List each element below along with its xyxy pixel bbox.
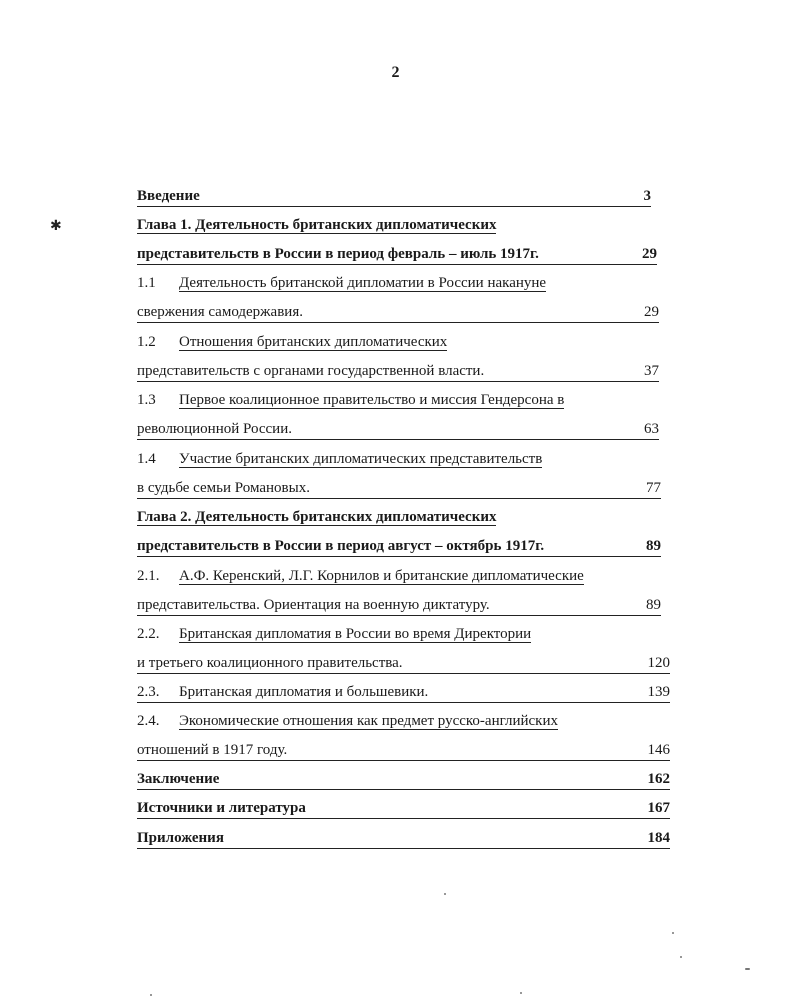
- toc-entry-2-4-line2: [137, 739, 670, 761]
- toc-label: Заключение: [137, 771, 220, 787]
- toc-page: 29: [642, 246, 657, 262]
- toc-page: 139: [647, 684, 670, 700]
- toc-label: Британская дипломатия в России во время Директории: [179, 626, 532, 642]
- toc-entry-2-4-line1: [137, 710, 667, 732]
- toc-label: Участие британских дипломатических представительств: [179, 451, 543, 467]
- toc-label: революционной России.: [137, 421, 292, 437]
- toc-entry-1-4-line1: [137, 448, 657, 470]
- toc-entry-chapter1-line1: [137, 214, 657, 236]
- toc-entry-1-1-line2: [137, 301, 659, 323]
- toc-entry-1-3-line1: [137, 389, 657, 411]
- page-number: 2: [391, 64, 400, 81]
- toc-page: 167: [647, 800, 670, 816]
- toc-label: в судьбе семьи Романовых.: [137, 480, 310, 496]
- toc-number: 1.4: [137, 451, 156, 467]
- scan-speck: [520, 992, 522, 994]
- toc-page: 29: [644, 304, 659, 320]
- toc-page: 89: [646, 538, 661, 554]
- toc-number: 1.1: [137, 275, 156, 291]
- toc-label: Отношения британских дипломатических: [179, 334, 448, 350]
- margin-mark: ✱: [50, 219, 62, 234]
- toc-entry-1-1-line1: [137, 272, 657, 294]
- toc-entry-1-4-line2: [137, 477, 661, 499]
- scan-speck: [150, 994, 152, 996]
- toc-entry-sources: [137, 797, 670, 819]
- toc-entry-chapter2-line2: [137, 535, 661, 557]
- toc-number: 2.3.: [137, 684, 160, 700]
- toc-entry-conclusion: [137, 768, 670, 790]
- scan-speck: [680, 956, 682, 958]
- toc-entry-2-2-line1: [137, 623, 667, 645]
- toc-label: Экономические отношения как предмет русско-английских: [179, 713, 558, 729]
- toc-page: 120: [647, 655, 670, 671]
- toc-entry-1-3-line2: [137, 418, 659, 440]
- toc-entry-appendices: [137, 827, 670, 849]
- toc-entry-1-2-line2: [137, 360, 659, 382]
- toc-label: представительств в России в период август – октябрь 1917г.: [137, 538, 545, 554]
- toc-label: представительств с органами государственной власти.: [137, 363, 485, 379]
- scan-speck: [745, 968, 750, 970]
- toc-page: 184: [647, 830, 670, 846]
- scan-speck: [444, 893, 446, 895]
- toc-entry-2-1-line1: [137, 565, 667, 587]
- toc-number: 2.2.: [137, 626, 160, 642]
- toc-label: Деятельность британской дипломатии в России накануне: [179, 275, 547, 291]
- toc-entry-chapter1-line2: [137, 243, 657, 265]
- toc-entry-2-1-line2: [137, 594, 661, 616]
- toc-label: свержения самодержавия.: [137, 304, 303, 320]
- toc-label: Глава 2. Деятельность британских дипломатических: [137, 509, 497, 525]
- toc-page: 162: [647, 771, 670, 787]
- toc-label: и третьего коалиционного правительства.: [137, 655, 403, 671]
- toc-label: представительства. Ориентация на военную диктатуру.: [137, 597, 490, 613]
- toc-label: А.Ф. Керенский, Л.Г. Корнилов и британские дипломатические: [179, 568, 584, 584]
- toc-number: 1.3: [137, 392, 156, 408]
- toc-entry-2-2-line2: [137, 652, 670, 674]
- toc-number: 2.4.: [137, 713, 160, 729]
- toc-label: Источники и литература: [137, 800, 306, 816]
- toc-label: Британская дипломатия и большевики.: [179, 684, 429, 700]
- toc-page: 3: [643, 188, 651, 204]
- toc-page: 77: [646, 480, 661, 496]
- toc-label: Первое коалиционное правительство и миссия Гендерсона в: [179, 392, 565, 408]
- toc-number: 2.1.: [137, 568, 160, 584]
- toc-entry-chapter2-line1: [137, 506, 661, 528]
- scan-speck: [672, 932, 674, 934]
- toc-entry-intro: [137, 185, 651, 207]
- toc-page: 89: [646, 597, 661, 613]
- toc-page: 63: [644, 421, 659, 437]
- toc-label: отношений в 1917 году.: [137, 742, 288, 758]
- toc-label: Введение: [137, 188, 200, 204]
- toc-number: 1.2: [137, 334, 156, 350]
- toc-entry-2-3: [137, 681, 670, 703]
- toc-label: Приложения: [137, 830, 224, 846]
- toc-label: представительств в России в период февраль – июль 1917г.: [137, 246, 539, 262]
- toc-page: 37: [644, 363, 659, 379]
- toc-page: 146: [647, 742, 670, 758]
- toc-label: Глава 1. Деятельность британских дипломатических: [137, 217, 497, 233]
- toc-entry-1-2-line1: [137, 331, 657, 353]
